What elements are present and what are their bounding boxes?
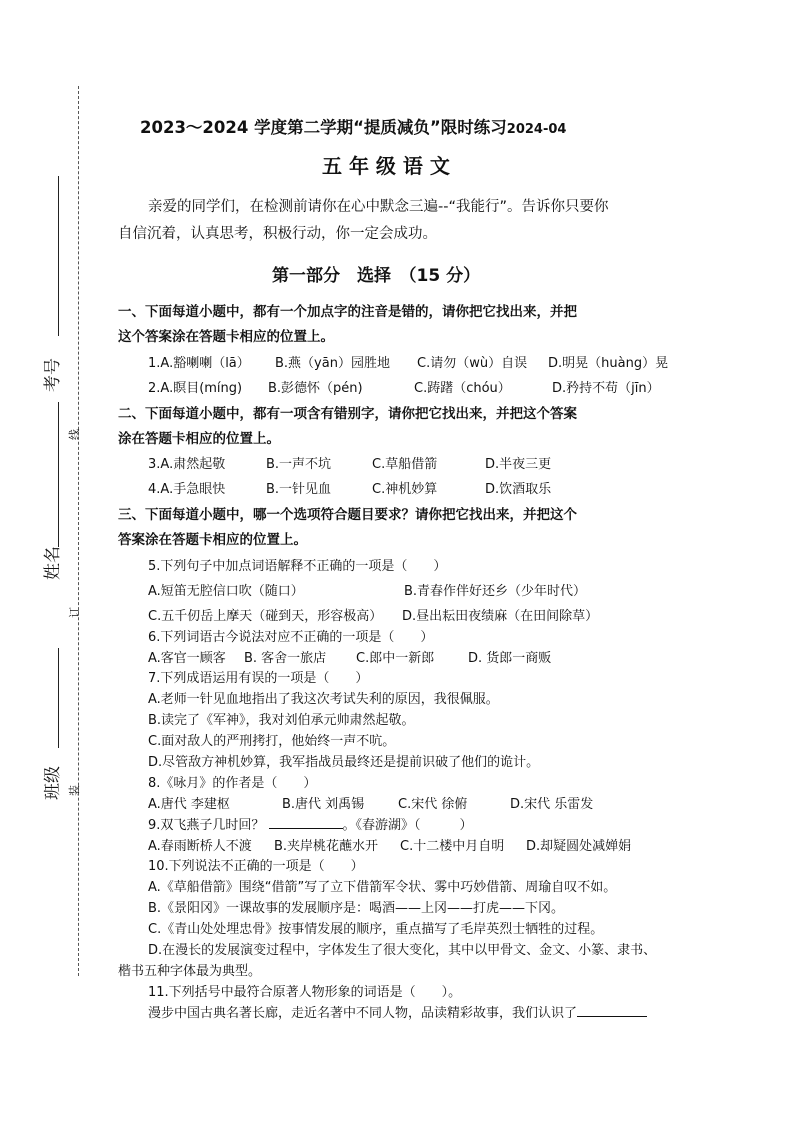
q8-stem: 8.《咏月》的作者是（ ） xyxy=(148,776,317,791)
q3-option-b: B.一声不坑 xyxy=(266,457,332,472)
q11-passage-text: 漫步中国古典名著长廊，走近名著中不同人物，品读精彩故事，我们认识了 xyxy=(148,1006,578,1021)
section2-instruction-2: 涂在答题卡相应的位置上。 xyxy=(118,431,280,447)
q5-option-d: D.昼出耘田夜绩麻（在田间除草） xyxy=(402,609,599,624)
q5-stem: 5.下列句子中加点词语解释不正确的一项是（ ） xyxy=(148,559,447,574)
q3-option-a: 3.A.肃然起敬 xyxy=(148,457,226,472)
q6-option-c: C.郎中一新郎 xyxy=(356,651,435,666)
part1-heading: 第一部分 选择 （15 分） xyxy=(272,266,481,286)
section2-instruction-1: 二、下面每道小题中，都有一项含有错别字，请你把它找出来，并把这个答案 xyxy=(118,406,577,422)
q8-option-c: C.宋代 徐俯 xyxy=(398,797,468,812)
zhuang-mark: 装 xyxy=(68,785,81,796)
q3-option-d: D.半夜三更 xyxy=(485,457,552,472)
q7-option-c: C.面对敌人的严刑拷打，他始终一声不吭。 xyxy=(148,734,396,749)
q8-option-d: D.宋代 乐雷发 xyxy=(510,797,594,812)
kaohao-label: 考号 xyxy=(43,358,63,392)
q4-option-a: 4.A.手急眼快 xyxy=(148,482,226,497)
q9-answer-blank[interactable] xyxy=(269,816,343,829)
q8-option-a: A.唐代 李建枢 xyxy=(148,797,230,812)
q7-option-d: D.尽管敌方神机妙算，我军指战员最终还是提前识破了他们的诡计。 xyxy=(148,755,540,770)
q9-option-a: A.春雨断桥人不渡 xyxy=(148,839,252,854)
q6-option-d: D. 货郎一商贩 xyxy=(468,651,552,666)
title-date: 2024-04 xyxy=(506,122,567,137)
q3-option-c: C.草船借箭 xyxy=(372,457,438,472)
q1-option-a: 1.A.豁喇喇（lā） xyxy=(148,356,250,371)
q11-answer-blank[interactable] xyxy=(577,1004,647,1017)
intro-line-1: 亲爱的同学们，在检测前请你在心中默念三遍--“我能行”。告诉你只要你 xyxy=(148,199,609,215)
intro-line-2: 自信沉着，认真思考，积极行动，你一定会成功。 xyxy=(118,226,437,242)
page-title xyxy=(140,114,566,138)
q7-option-b: B.读完了《军神》，我对刘伯承元帅肃然起敬。 xyxy=(148,713,415,728)
banji-label: 班级 xyxy=(43,766,63,800)
q5-option-b: B.青春作伴好还乡（少年时代） xyxy=(404,584,587,599)
xingming-blank-line xyxy=(58,402,59,547)
q10-stem: 10.下列说法不正确的一项是（ ） xyxy=(148,859,364,874)
q10-option-c: C.《青山处处埋忠骨》按事情发展的顺序，重点描写了毛岸英烈士牺牲的过程。 xyxy=(148,922,604,937)
section1-instruction-2: 这个答案涂在答题卡相应的位置上。 xyxy=(118,329,334,345)
q6-stem: 6.下列词语古今说法对应不正确的一项是（ ） xyxy=(148,630,434,645)
q9-stem-part2: 。《春游湖》（ ） xyxy=(342,818,473,833)
xingming-label: 姓名 xyxy=(43,546,63,580)
section3-instruction-1: 三、下面每道小题中，哪一个选项符合题目要求？请你把它找出来，并把这个 xyxy=(118,507,577,523)
q7-stem: 7.下列成语运用有误的一项是（ ） xyxy=(148,671,369,686)
q11-passage xyxy=(148,1002,647,1021)
q2-option-c: C.踌躇（chóu） xyxy=(414,381,511,396)
q5-option-c: C.五千仞岳上摩天（碰到天，形容极高） xyxy=(148,609,383,624)
q1-option-c: C.请勿（wù）自误 xyxy=(417,356,528,371)
kaohao-blank-line xyxy=(58,176,59,336)
binding-dashed-line xyxy=(78,86,79,976)
section1-instruction-1: 一、下面每道小题中，都有一个加点字的注音是错的，请你把它找出来，并把 xyxy=(118,304,577,320)
q5-option-a: A.短笛无腔信口吹（随口） xyxy=(148,584,304,599)
subject-title: 五 年 级 语 文 xyxy=(322,154,450,178)
q6-option-a: A.客官一顾客 xyxy=(148,651,226,666)
ding-mark: 订 xyxy=(68,607,81,618)
q11-stem: 11.下列括号中最符合原著人物形象的词语是（ ）。 xyxy=(148,985,462,1000)
q9-option-c: C.十二楼中月自明 xyxy=(400,839,505,854)
q4-option-b: B.一针见血 xyxy=(266,482,332,497)
q10-option-d-line2: 楷书五种字体最为典型。 xyxy=(118,964,262,979)
q1-option-b: B.燕（yān）园胜地 xyxy=(275,356,390,371)
q9-stem-part1: 9.双飞燕子几时回？ xyxy=(148,818,265,833)
title-text: 2023～2024 学度第二学期“提质减负”限时练习 xyxy=(140,118,507,137)
banji-blank-line xyxy=(58,648,59,748)
q2-option-d: D.矜持不苟（jīn） xyxy=(552,381,660,396)
q4-option-d: D.饮酒取乐 xyxy=(485,482,552,497)
xian-mark: 线 xyxy=(68,429,81,440)
q9-option-d: D.却疑圆处减婵娟 xyxy=(526,839,632,854)
q2-option-a: 2.A.瞑目(míng) xyxy=(148,381,243,396)
q1-option-d: D.明晃（huàng）晃 xyxy=(548,356,669,371)
q9-stem xyxy=(148,814,473,833)
q10-option-a: A.《草船借箭》围绕“借箭”写了立下借箭军令状、雾中巧妙借箭、周瑜自叹不如。 xyxy=(148,880,617,895)
section3-instruction-2: 答案涂在答题卡相应的位置上。 xyxy=(118,532,307,548)
q8-option-b: B.唐代 刘禹锡 xyxy=(282,797,365,812)
q4-option-c: C.神机妙算 xyxy=(372,482,438,497)
q10-option-b: B.《景阳冈》一课故事的发展顺序是：喝酒——上冈——打虎——下冈。 xyxy=(148,901,565,916)
q10-option-d-line1: D.在漫长的发展演变过程中，字体发生了很大变化，其中以甲骨文、金文、小篆、隶书、 xyxy=(148,943,657,958)
q9-option-b: B.夹岸桃花蘸水开 xyxy=(274,839,379,854)
q2-option-b: B.彭德怀（pén) xyxy=(268,381,363,396)
q7-option-a: A.老师一针见血地指出了我这次考试失利的原因，我很佩服。 xyxy=(148,692,499,707)
q6-option-b: B. 客舍一旅店 xyxy=(244,651,327,666)
